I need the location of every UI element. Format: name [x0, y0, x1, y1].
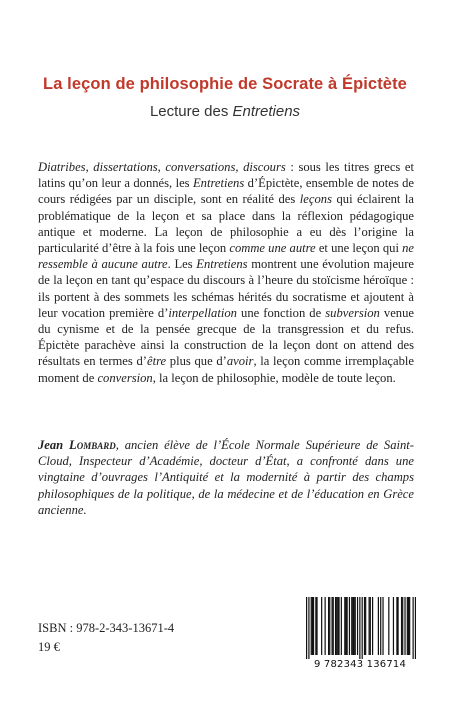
blurb-emphasis: interpellation	[168, 305, 237, 320]
barcode-bar	[306, 597, 307, 659]
barcode-bar	[316, 597, 317, 655]
barcode-bar	[359, 597, 360, 659]
barcode-bar	[333, 597, 334, 655]
barcode-bar	[345, 597, 346, 655]
blurb-text: d’Épictète, ensemble de notes de cours rédigées par un disciple, sont en réalité des	[38, 176, 414, 207]
blurb-text: . Les	[167, 257, 197, 272]
barcode-bar	[336, 597, 337, 655]
author-bio-text: , ancien élève de l’École Normale Supérieure de Saint-Cloud, Inspecteur d’Académie, docteur d’État, a confronté dans une vingtaine d’ouvrages l’Antiquité et la modernité à partir des champs philosophiques de la politique, de la médecine et de l’éducation en Grèce ancienne.	[38, 438, 414, 517]
barcode-bar	[308, 597, 309, 659]
barcode-bar	[408, 597, 409, 655]
barcode-bar	[372, 597, 373, 655]
author-first-name: Jean	[38, 438, 70, 452]
price: 19 €	[38, 640, 60, 654]
barcode-bar	[409, 597, 410, 655]
barcode-bar	[352, 597, 353, 655]
isbn: ISBN : 978-2-343-13671-4	[38, 621, 175, 635]
barcode-bar	[369, 597, 370, 655]
barcode-bar	[313, 597, 314, 655]
barcode-bar	[311, 597, 312, 655]
barcode-bar	[328, 597, 329, 655]
barcode	[306, 597, 416, 659]
blurb-text: , la leçon de philosophie, modèle de toute leçon.	[152, 370, 396, 385]
barcode-bar	[329, 597, 330, 655]
author-last-name: Lombard	[69, 438, 116, 452]
author-bio	[38, 437, 414, 518]
barcode-bar	[396, 597, 397, 655]
blurb-emphasis: être	[146, 354, 167, 369]
barcode-bar	[370, 597, 371, 655]
barcode-bar	[364, 597, 365, 655]
barcode-bar	[312, 597, 313, 655]
blurb-text: plus que d’	[166, 354, 227, 369]
blurb-text: venue du cynisme et de la pensée grecque de la transgression et du refus. Épictète parachève ainsi la construction de la leçon dont on attend des résultats en termes d’	[38, 305, 414, 369]
blurb-text: , la leçon comme irremplaçable moment de	[38, 354, 414, 385]
blurb-emphasis: Entretiens	[196, 257, 248, 272]
blurb-text: : sous les titres grecs et latins qu’on leur a donnés, les	[38, 160, 414, 191]
barcode-bar	[404, 597, 405, 655]
barcode-bar	[338, 597, 339, 655]
barcode-bar	[321, 597, 322, 655]
barcode-bar	[335, 597, 336, 655]
barcode-bar	[415, 597, 416, 659]
blurb-emphasis: Diatribes, dissertations, conversations, discours	[38, 160, 286, 174]
book-title: La leçon de philosophie de Socrate à Épictète	[43, 75, 407, 93]
blurb-text: une fonction de	[236, 305, 326, 320]
barcode-bar	[362, 597, 363, 659]
blurb-emphasis: subversion	[325, 305, 380, 320]
barcode-digits: 9 782343 136714	[313, 659, 407, 670]
barcode-bar	[331, 597, 332, 655]
blurb-text: et une leçon qui	[315, 241, 403, 256]
blurb-emphasis: avoir	[226, 354, 254, 369]
barcode-bar	[393, 597, 394, 655]
barcode-bar	[341, 597, 342, 655]
barcode-bar	[349, 597, 350, 655]
blurb-emphasis: comme une autre	[229, 241, 316, 256]
subtitle-prefix: Lecture des	[149, 103, 233, 120]
barcode-bar	[325, 597, 326, 655]
blurb-text: qui éclairent la problématique de la leçon et sa place dans la réflexion pédagogique antique et moderne. La leçon de philosophie a eu dès l’origine la particularité d’être à la fois une leçon	[38, 192, 414, 256]
book-subtitle	[0, 103, 450, 120]
barcode-bar	[353, 597, 354, 655]
barcode-bar	[380, 597, 381, 655]
blurb-emphasis: ne ressemble à aucune autre	[38, 241, 414, 272]
barcode-bar	[365, 597, 366, 655]
barcode-bar	[344, 597, 345, 655]
barcode-bar	[382, 597, 383, 655]
barcode-bar	[315, 597, 316, 655]
subtitle-italic: Entretiens	[232, 103, 301, 120]
blurb-paragraph	[38, 159, 414, 386]
barcode-bar	[378, 597, 379, 655]
barcode-bar	[402, 597, 403, 655]
blurb-emphasis: conversion	[97, 370, 153, 385]
blurb	[38, 159, 414, 386]
barcode-bar	[413, 597, 414, 659]
barcode-bar	[355, 597, 356, 655]
author-name	[38, 438, 116, 452]
barcode-bar	[337, 597, 338, 655]
barcode-bar	[388, 597, 389, 655]
barcode-bar	[397, 597, 398, 655]
blurb-emphasis: leçons	[299, 192, 332, 207]
blurb-emphasis: Entretiens	[192, 176, 245, 191]
barcode-bar	[357, 597, 358, 655]
barcode-bar	[347, 597, 348, 655]
barcode-bar	[407, 597, 408, 655]
blurb-text: montrent une évolution majeure de la leçon en tant qu’espace du discours à l’heure du stoïcisme héroïque : ils portent à des sommets les schémas hérités du socratisme et ajoutent à leur vocation première d’	[38, 257, 414, 320]
barcode-bar	[401, 597, 402, 655]
barcode-bar	[351, 597, 352, 655]
